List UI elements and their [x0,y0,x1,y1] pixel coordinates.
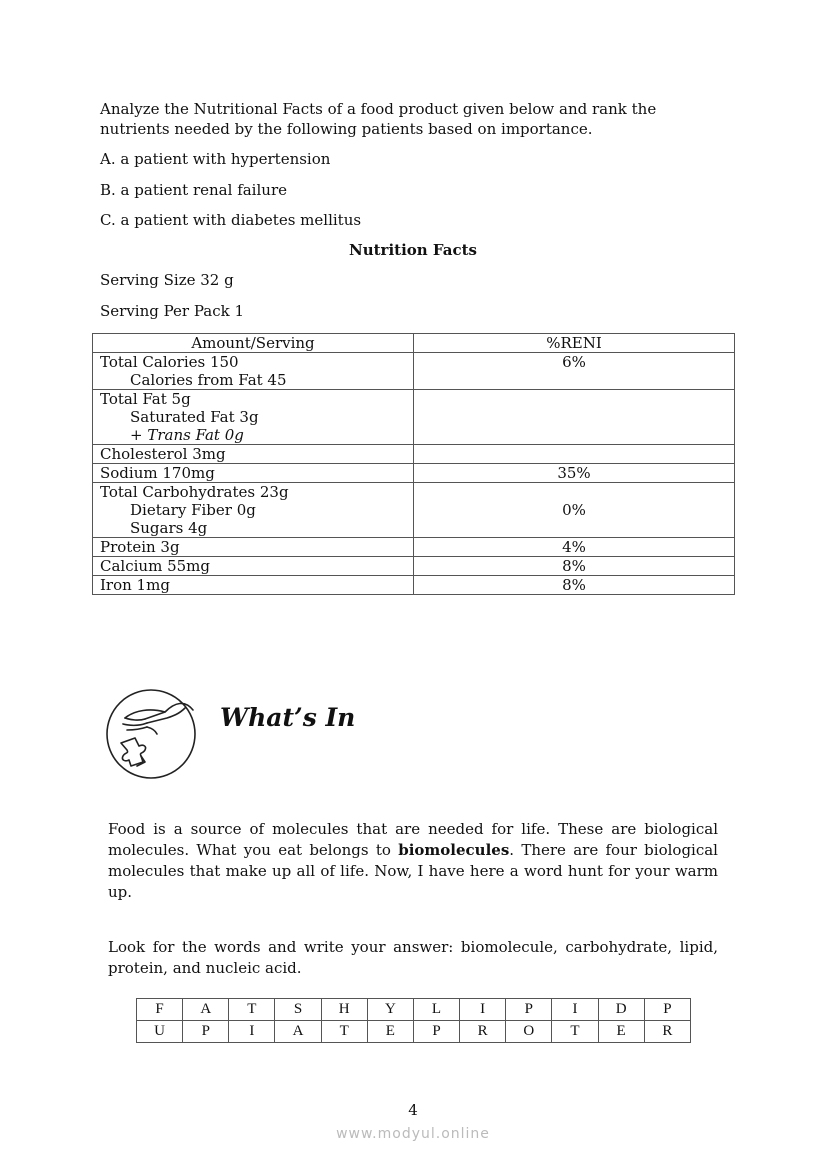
cholesterol-label: Cholesterol 3mg [93,445,414,464]
calories-fat-label: Calories from Fat 45 [130,371,287,389]
grid-cell: T [552,1021,598,1043]
grid-cell: L [413,999,459,1021]
grid-cell: I [460,999,506,1021]
table-row [93,445,735,464]
table-row [93,464,735,483]
grid-cell: P [506,999,552,1021]
puzzle-hand-icon [105,688,197,780]
grid-cell: E [598,1021,644,1043]
table-row [93,557,735,576]
option-a: A. a patient with hypertension [100,150,331,168]
iron-label: Iron 1mg [93,576,414,595]
section-heading: What’s In [220,703,356,732]
grid-cell: P [183,1021,229,1043]
calcium-reni: 8% [414,557,735,576]
trans-fat-prefix: + [130,426,148,444]
table-row [93,353,735,390]
grid-cell: R [644,1021,690,1043]
grid-cell: E [367,1021,413,1043]
table-row [93,576,735,595]
fat-reni [414,390,735,445]
grid-cell: H [321,999,367,1021]
table-header-row [93,334,735,353]
sodium-reni: 35% [414,464,735,483]
sugars-label: Sugars 4g [130,519,208,537]
grid-cell: A [183,999,229,1021]
calcium-label: Calcium 55mg [93,557,414,576]
calories-reni: 6% [414,353,735,390]
serving-per-pack: Serving Per Pack 1 [100,302,245,320]
grid-cell: U [137,1021,183,1043]
grid-cell: T [229,999,275,1021]
fat-label: Total Fat 5g [100,390,191,408]
grid-cell: I [552,999,598,1021]
table-row [93,483,735,538]
grid-cell: P [644,999,690,1021]
nutrition-table [92,333,735,595]
grid-cell: I [229,1021,275,1043]
p1-after: . There are four biological molecules that make up all of life. Now, I have here a word hunt for your warm up. [108,841,718,901]
biomolecules-term: biomolecules [398,841,510,859]
saturated-fat-label: Saturated Fat 3g [130,408,259,426]
word-hunt-grid [136,998,691,1043]
grid-cell: Y [367,999,413,1021]
grid-cell: A [275,1021,321,1043]
p1-before: Food is a source of molecules that are needed for life. These are biological molecules. What you eat belongs to [108,820,718,859]
grid-cell: D [598,999,644,1021]
grid-cell: O [506,1021,552,1043]
grid-row-1 [137,999,691,1021]
protein-label: Protein 3g [93,538,414,557]
grid-row-2 [137,1021,691,1043]
table-row [93,538,735,557]
grid-cell: T [321,1021,367,1043]
iron-reni: 8% [414,576,735,595]
table-row [93,390,735,445]
cholesterol-reni [414,445,735,464]
word-hunt-instructions: Look for the words and write your answer: biomolecule, carbohydrate, lipid, protein, and nucleic acid. [108,938,718,977]
instructions-text: Analyze the Nutritional Facts of a food product given below and rank the nutrients needed by the following patients based on importance. [100,100,657,138]
protein-reni: 4% [414,538,735,557]
fiber-label: Dietary Fiber 0g [130,501,256,519]
sodium-label: Sodium 170mg [93,464,414,483]
grid-cell: F [137,999,183,1021]
option-c: C. a patient with diabetes mellitus [100,211,362,229]
carbs-label: Total Carbohydrates 23g [100,483,289,501]
trans-fat-line [100,426,406,444]
serving-size: Serving Size 32 g [100,271,234,289]
grid-cell: P [413,1021,459,1043]
nutrition-facts-title: Nutrition Facts [349,241,477,259]
reni-header: %RENI [414,334,735,353]
option-b: B. a patient renal failure [100,181,287,199]
trans-fat-label: Trans Fat 0g [147,426,244,444]
calories-label: Total Calories 150 [100,353,239,371]
intro-paragraph [108,819,718,903]
page-number: 4 [408,1101,418,1119]
grid-cell: R [460,1021,506,1043]
watermark: www.modyul.online [336,1126,490,1142]
grid-cell: S [275,999,321,1021]
amount-header: Amount/Serving [93,334,414,353]
carbs-reni: 0% [414,483,735,538]
